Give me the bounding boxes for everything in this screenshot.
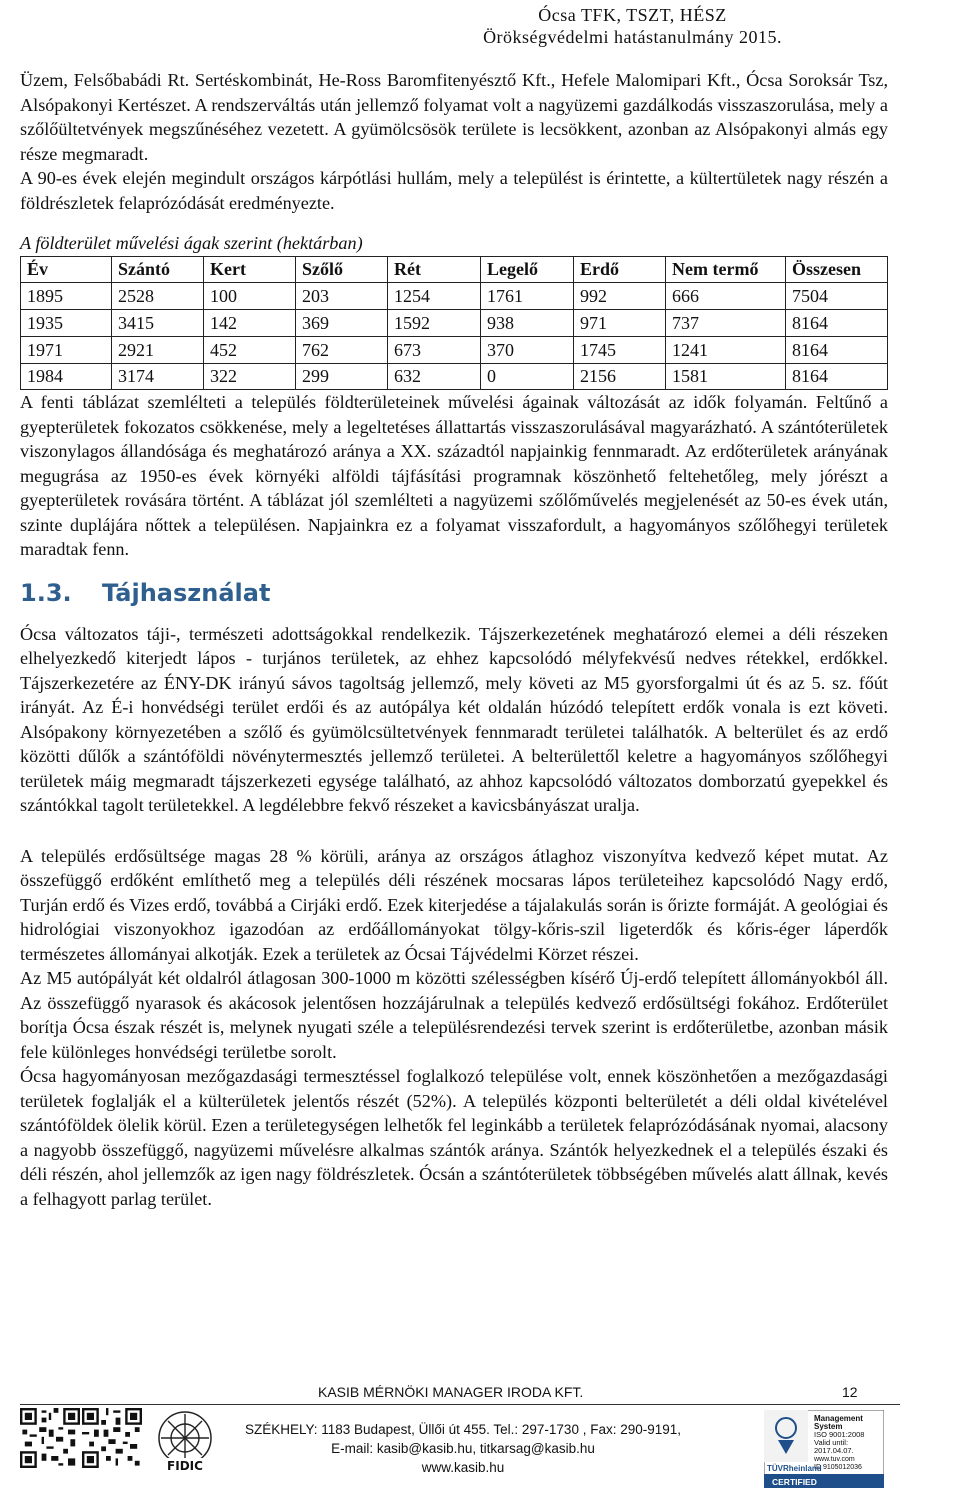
table-cell: 0 xyxy=(481,363,574,390)
land-use-table xyxy=(20,256,888,391)
table-cell: 762 xyxy=(296,336,388,363)
table-cell: 8164 xyxy=(786,310,888,337)
cert-line: Management xyxy=(814,1414,863,1423)
table-header-row xyxy=(21,256,888,283)
table-cell: 2921 xyxy=(112,336,204,363)
table-cell: 1971 xyxy=(21,336,112,363)
column-header: Szántó xyxy=(112,256,204,283)
table-cell: 1254 xyxy=(388,283,481,310)
table-cell: 452 xyxy=(204,336,296,363)
table-row xyxy=(21,310,888,337)
cert-line: www.tuv.com xyxy=(814,1456,855,1463)
cert-brand: TÜVRheinland xyxy=(767,1464,822,1473)
table-cell: 737 xyxy=(666,310,786,337)
table-cell: 938 xyxy=(481,310,574,337)
column-header: Szőlő xyxy=(296,256,388,283)
table-cell: 8164 xyxy=(786,363,888,390)
table-cell: 322 xyxy=(204,363,296,390)
table-cell: 1984 xyxy=(21,363,112,390)
document-body xyxy=(20,68,888,1211)
tuv-certification-badge xyxy=(764,1410,884,1488)
intro-paragraph: A 90-es évek elején megindult országos kárpótlási hullám, mely a települést is érintette, a kültertületek nagy részén a földrészletek felaprózódását eredményezte. xyxy=(20,168,888,213)
table-cell: 673 xyxy=(388,336,481,363)
section-number: 1.3. xyxy=(20,578,72,607)
intro-paragraph: Üzem, Felsőbabádi Rt. Sertéskombinát, He-Ross Baromfitenyésztő Kft., Hefele Malomipari Kft., Ócsa Soroksár Tsz, Alsópakonyi Kertészet. A rendszerváltás után jellemző folyamat volt a nagyüzemi gazdálkodás visszaszorulása, mely a szőlőültetvények megszűnéséhez vezetett. A gyümölcsösök területe is lecsökkent, azonban az Alsópakonyi almás egy része megmaradt. xyxy=(20,70,888,164)
table-cell: 2528 xyxy=(112,283,204,310)
footer-company: KASIB MÉRNÖKI MANAGER IRODA KFT. xyxy=(318,1384,584,1400)
qr-code-icon xyxy=(20,1408,80,1468)
cert-line: Valid until: xyxy=(814,1438,849,1447)
table-cell: 1761 xyxy=(481,283,574,310)
section-paragraph: A település erdősültsége magas 28 % körüli, aránya az országos átlaghoz viszonyítva kedvező képet mutat. Az összefüggő erdőként említhető meg a település déli részének mocsaras lápos területeihez kapcsolódó Nagy erdő, Turján erdő és Vizes erdő, továbbá a Cirjáki erdő. Ezek kiterjedése a tájalakulás során is őrizte formáját. A geológiai és hidrológiai viszonyokhoz igazodóan az erdőállományokat tölgy-kőris-szil ligeterdők és kőris-éger láperdők természetes állományai alkotják. Ezek a területek az Ócsai Tájvédelmi Körzet részei. xyxy=(20,845,888,964)
qr-code-icon xyxy=(82,1408,142,1468)
table-cell: 1581 xyxy=(666,363,786,390)
column-header: Év xyxy=(21,256,112,283)
footer-website: www.kasib.hu xyxy=(421,1460,505,1475)
cert-line: ISO 9001:2008 xyxy=(814,1430,865,1439)
cert-certified: CERTIFIED xyxy=(772,1477,817,1487)
section-heading xyxy=(20,578,888,608)
column-header: Kert xyxy=(204,256,296,283)
footer-address-block xyxy=(228,1420,698,1477)
section-paragraph: Ócsa változatos táji-, természeti adottságokkal rendelkezik. Tájszerkezetének meghatározó elemei a déli részeken elhelyezkedő kiterjedt lápos - turjános területek, az ehhez kapcsolódó mélyfekvésű nedves rétekkel, erdőkkel. Tájszerkezetére az ÉNY-DK irányú sávos tagoltság jellemző, mely követi az M5 gyorsforgalmi út és az 5. sz. főút irányát. Az É-i honvédségi terület erdői és az autópálya két oldalán húzódó telepített erdők vonala is ezt követi. Alsópakony környezetében a szőlő és gyümölcsültetvények fennmaradt területei találhatók. A belterület és az erdő közötti dűlők a szántóföldi növénytermesztés jellemző területei. A belterülettől keletre a hagyományos szőlőhegyi területek máig megmaradt tájszerkezeti egysége található, az ahhoz kapcsolódó változatos domborzatú gyepekkel és szántókkal tagolt területekkel. A legdélebbre fekvő részeket a kavicsbányászat uralja. xyxy=(20,623,888,816)
page-number: 12 xyxy=(842,1384,858,1400)
column-header: Rét xyxy=(388,256,481,283)
section-paragraph: Az M5 autópályát két oldalról átlagosan 300-1000 m közötti szélességben kísérő Új-erdő telepített állományokból áll. Az összefüggő nyarasok és akácosok jelentősen hozzájárulnak a település kedvező erdősültségi fokához. Erdőterület borítja Ócsa észak részét is, melynek nyugati széle a településrendezési tervek szerint is erdőterületbe, azonban másik fele különleges honvédségi területbe sorolt. xyxy=(20,968,888,1062)
section-paragraph: Ócsa hagyományosan mezőgazdasági termesztéssel foglalkozó települése volt, ennek köszönhetően a mezőgazdasági területek foglalják el a külterületek jelentős részét (52%). A település központi belterületét a déli oldal kivételével szántóföldek ölelik körül. Ezen a területegységen lelhetők fel leginkább a területek felaprózódásának nyomai, alacsony a nagyobb összefüggő, nagyüzemi művelésre alkalmas szántók aránya. Szántók helyezkednek el a település északi és déli részén, ahol jellemzők az igen nagy földrészletek. Ócsán a szántóterületek többségében művelés alatt állnak, kevés a felhagyott parlag terület. xyxy=(20,1066,888,1209)
table-cell: 369 xyxy=(296,310,388,337)
table-cell: 1745 xyxy=(574,336,666,363)
cert-line: ID 9105012036 xyxy=(814,1464,862,1471)
table-row xyxy=(21,336,888,363)
table-cell: 992 xyxy=(574,283,666,310)
table-cell: 7504 xyxy=(786,283,888,310)
table-caption: A földterület művelési ágak szerint (hektárban) xyxy=(20,233,363,253)
table-cell: 299 xyxy=(296,363,388,390)
table-cell: 100 xyxy=(204,283,296,310)
footer-address: SZÉKHELY: 1183 Budapest, Üllői út 455. Tel.: 297-1730 , Fax: 290-9191, xyxy=(244,1422,682,1437)
table-cell: 971 xyxy=(574,310,666,337)
table-cell: 1241 xyxy=(666,336,786,363)
cert-line: 2017.04.07. xyxy=(814,1446,854,1455)
cert-line: System xyxy=(814,1422,843,1431)
analysis-paragraph: A fenti táblázat szemlélteti a település földterületeinek művelési ágainak változását az idők folyamán. Feltűnő a gyepterületek fokozatos csökkenése, mely a legeltetéses állattartás visszaszorulásával magyarázható. A szántóterületek viszonylagos állandósága és meghatározó aránya a XX. századtól napjainkig fennmaradt. Az erdőterületek arányának megugrása az 1950-es évek környéki alföldi tájfásítási programnak köszönhető feltehetőleg, mely jórészt a gyepterületek rovására történt. A táblázat jól szemlélteti a nagyüzemi szőlőművelés megjelenését az 50-es évek után, szinte duplájára nőttek a településen. Napjainkra ez a folyamat visszafordult, a hagyományos szőlőhegyi területek maradtak fenn. xyxy=(20,392,888,560)
table-row xyxy=(21,363,888,390)
column-header: Összesen xyxy=(786,256,888,283)
fidic-logo-text: FIDIC xyxy=(167,1459,203,1473)
page-header xyxy=(483,4,782,48)
table-cell: 3415 xyxy=(112,310,204,337)
footer-email: E-mail: kasib@kasib.hu, titkarsag@kasib.hu xyxy=(331,1441,595,1456)
fidic-logo-icon xyxy=(150,1408,220,1474)
table-cell: 8164 xyxy=(786,336,888,363)
table-cell: 632 xyxy=(388,363,481,390)
column-header: Erdő xyxy=(574,256,666,283)
table-cell: 370 xyxy=(481,336,574,363)
table-cell: 666 xyxy=(666,283,786,310)
table-cell: 1895 xyxy=(21,283,112,310)
table-row xyxy=(21,283,888,310)
table-cell: 142 xyxy=(204,310,296,337)
column-header: Legelő xyxy=(481,256,574,283)
header-title: Ócsa TFK, TSZT, HÉSZ xyxy=(538,5,727,25)
table-cell: 203 xyxy=(296,283,388,310)
footer-divider xyxy=(20,1404,900,1405)
header-subtitle: Örökségvédelmi hatástanulmány 2015. xyxy=(483,27,782,47)
table-cell: 3174 xyxy=(112,363,204,390)
section-title: Tájhasználat xyxy=(102,578,271,607)
table-cell: 2156 xyxy=(574,363,666,390)
table-cell: 1935 xyxy=(21,310,112,337)
table-cell: 1592 xyxy=(388,310,481,337)
column-header: Nem termő xyxy=(666,256,786,283)
